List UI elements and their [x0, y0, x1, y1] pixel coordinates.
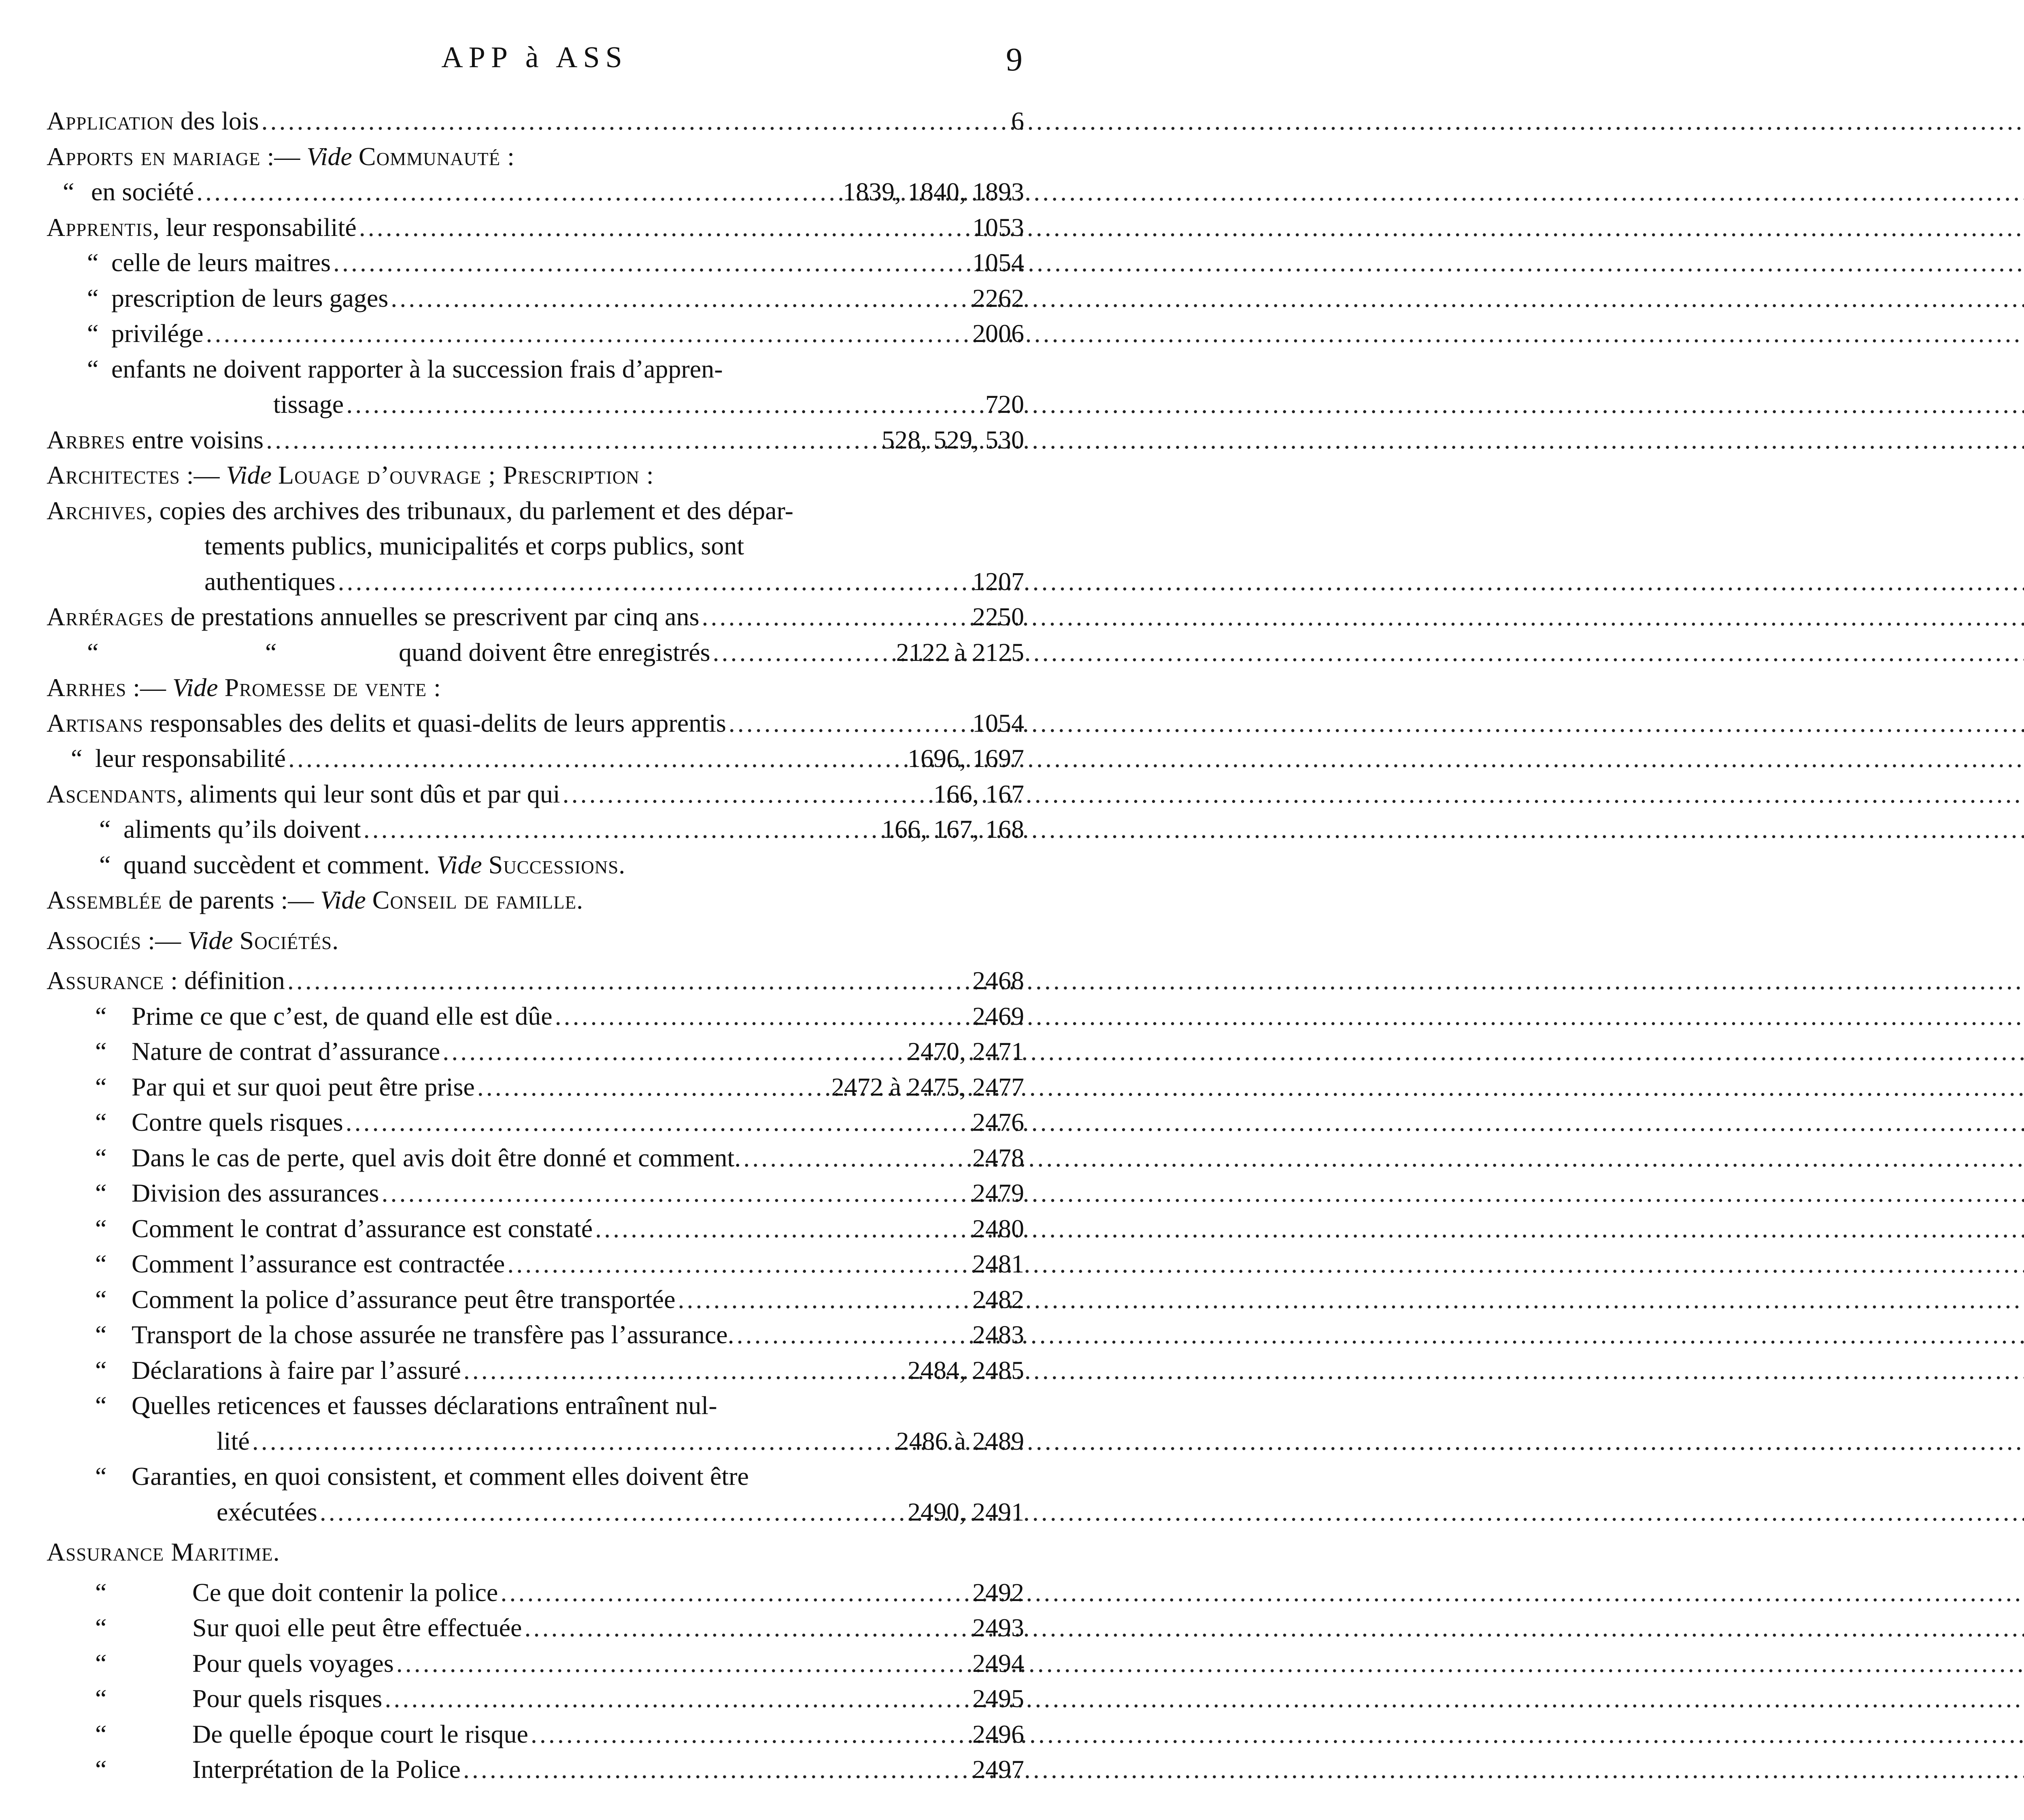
- entry-description: prescription de leurs gages: [111, 283, 389, 312]
- entry-text: [87, 283, 388, 313]
- entry-description: privilége: [111, 319, 204, 348]
- article-reference: 2469: [972, 1001, 1024, 1030]
- ditto-mark: “: [95, 1613, 107, 1642]
- entry-description: responsables des delits et quasi-delits de leurs apprentis: [143, 708, 726, 737]
- entry-text: [95, 1143, 741, 1173]
- article-reference: 2262: [972, 283, 1024, 312]
- entry-text: [95, 1285, 675, 1315]
- entry-description: :—: [260, 142, 307, 171]
- entry-description: Pour quels voyages: [192, 1648, 394, 1678]
- index-entry: [47, 177, 1024, 212]
- index-entry: [47, 531, 1024, 567]
- ditto-mark: “: [95, 1214, 107, 1243]
- ditto-mark: “: [99, 815, 111, 843]
- index-entry: [47, 460, 1024, 496]
- entry-text: [95, 1684, 382, 1714]
- dot-leader: [593, 1214, 972, 1244]
- entry-description: Comment la police d’assurance peut être transportée: [132, 1285, 676, 1314]
- entry-text: [99, 814, 361, 844]
- entry-text: [87, 248, 331, 278]
- entry-text: [95, 1754, 461, 1784]
- entry-text: [47, 966, 285, 996]
- entry-description: leur responsabilité: [95, 744, 286, 773]
- article-reference: 166, 167: [933, 779, 1024, 808]
- ditto-mark: “: [95, 1143, 107, 1172]
- article-reference: 2482: [972, 1285, 1024, 1314]
- index-entry: [47, 673, 1024, 708]
- dot-leader: [440, 1036, 908, 1066]
- index-entry: [47, 496, 1024, 531]
- article-reference: 2481: [972, 1249, 1024, 1278]
- entry-text: [47, 212, 357, 242]
- entry-description: de prestations annuelles se prescrivent par cinq ans: [164, 602, 699, 631]
- entry-text: [47, 425, 264, 455]
- entry-description: celle de leurs maitres: [111, 248, 331, 277]
- dot-leader: [264, 425, 882, 455]
- entry-text: [87, 319, 203, 348]
- vide-reference: Vide: [320, 886, 366, 914]
- index-entry: [47, 1036, 1024, 1072]
- page-header: [0, 40, 1069, 77]
- entry-description: des lois: [174, 106, 259, 135]
- entry-description: Déclarations à faire par l’assuré: [132, 1355, 461, 1385]
- entry-text: [95, 1578, 498, 1608]
- entry-text: [95, 1178, 379, 1208]
- dot-leader: [317, 1497, 908, 1527]
- index-entry: [47, 1001, 1024, 1037]
- entry-heading: Ascendants: [47, 779, 177, 808]
- entry-description: tements publics, municipalités et corps publics, sont: [204, 531, 744, 560]
- index-entry: [47, 106, 1024, 142]
- dot-leader: [461, 1754, 972, 1784]
- index-entry: [47, 567, 1024, 602]
- vide-target: Successions.: [488, 850, 626, 879]
- ditto-mark: “: [95, 1249, 107, 1278]
- article-reference: 2483: [972, 1320, 1024, 1349]
- dot-leader: [388, 283, 972, 313]
- dot-leader: [382, 1684, 972, 1714]
- ditto-mark: “: [95, 1285, 107, 1314]
- ditto-mark: “: [87, 248, 99, 277]
- ditto-mark: “: [95, 1320, 107, 1349]
- index-entry: [47, 425, 1024, 461]
- dot-leader: [394, 1648, 972, 1678]
- index-entry: [47, 1214, 1024, 1249]
- ditto-mark: “: [99, 850, 111, 879]
- vide-target: Louage d’ouvrage ; Prescription :: [278, 461, 654, 489]
- index-entry: [47, 248, 1024, 283]
- index-entry: [47, 966, 1024, 1001]
- article-reference: 2497: [972, 1755, 1024, 1784]
- entry-description: lité: [217, 1426, 250, 1455]
- index-entry: [47, 1391, 1024, 1426]
- entry-text: [95, 1355, 461, 1385]
- entry-text: [87, 354, 723, 384]
- dot-leader: [741, 1143, 972, 1173]
- entry-description: Comment l’assurance est contractée: [132, 1249, 505, 1278]
- entry-text: [217, 1426, 250, 1456]
- index-entry: [47, 1684, 1024, 1719]
- index-entry: [47, 814, 1024, 850]
- entry-heading: Associés: [47, 926, 142, 955]
- index-entry: [47, 212, 1024, 248]
- article-reference: 528, 529, 530: [882, 425, 1024, 454]
- entry-description: Par qui et sur quoi peut être prise: [132, 1072, 475, 1101]
- ditto-mark: “: [95, 1578, 107, 1607]
- entry-description: Contre quels risques: [132, 1108, 343, 1136]
- ditto-mark: “: [87, 637, 99, 667]
- index-entry: [47, 1178, 1024, 1214]
- entry-text: [95, 1072, 475, 1102]
- dot-leader: [259, 106, 1011, 136]
- entry-text: [47, 926, 339, 956]
- entry-text: [95, 1107, 343, 1137]
- index-entry: [47, 142, 1024, 177]
- entry-text: [47, 460, 654, 490]
- article-reference: 2492: [972, 1578, 1024, 1607]
- vide-target: Conseil de famille.: [372, 886, 584, 914]
- ditto-mark: “: [95, 1391, 107, 1420]
- entry-heading: Arrhes: [47, 673, 127, 702]
- index-entry: [47, 1613, 1024, 1648]
- entry-text: [47, 106, 259, 136]
- entry-text: [71, 743, 286, 773]
- entry-heading: Arrérages: [47, 602, 164, 631]
- index-entry: [47, 319, 1024, 354]
- article-reference: 2480: [972, 1214, 1024, 1243]
- index-entry: [47, 1143, 1024, 1179]
- index-entry: [47, 1249, 1024, 1285]
- entry-text: [204, 531, 744, 561]
- entry-description: Interprétation de la Police: [192, 1755, 461, 1784]
- article-reference: 2006: [972, 319, 1024, 348]
- entry-description: Quelles reticences et fausses déclarations entraînent nul-: [132, 1391, 717, 1420]
- article-reference: 1054: [972, 248, 1024, 277]
- dot-leader: [344, 389, 985, 419]
- dot-leader: [505, 1249, 972, 1279]
- vide-reference: Vide: [172, 673, 218, 702]
- index-entry: [47, 1461, 1024, 1497]
- index-entry: [47, 1719, 1024, 1755]
- dot-leader: [734, 1320, 972, 1350]
- index-entry: [47, 708, 1024, 744]
- dot-leader: [343, 1107, 972, 1137]
- entry-description: de parents :—: [162, 886, 321, 914]
- entry-description: Nature de contrat d’assurance: [132, 1037, 440, 1066]
- article-reference: 2479: [972, 1179, 1024, 1207]
- article-reference: 2486 à 2489: [896, 1426, 1024, 1455]
- article-reference: 2476: [972, 1108, 1024, 1136]
- ditto-mark: “: [95, 1462, 107, 1491]
- vide-reference: Vide: [306, 142, 352, 171]
- index-entry: [47, 1578, 1024, 1613]
- dot-leader: [461, 1355, 908, 1385]
- entry-text: [47, 142, 515, 172]
- entry-description: entre voisins: [125, 425, 264, 454]
- entry-description: aliments qu’ils doivent: [123, 815, 361, 843]
- entry-text: [95, 1214, 593, 1244]
- index-entry: [47, 1497, 1024, 1533]
- entry-description: Garanties, en quoi consistent, et comment elles doivent être: [132, 1462, 749, 1491]
- entry-text: [217, 1497, 317, 1527]
- index-entry: [47, 1754, 1024, 1790]
- article-reference: 1839, 1840, 1893: [843, 177, 1024, 206]
- index-entry: [47, 779, 1024, 815]
- index-entry: [47, 1355, 1024, 1391]
- entry-text: [95, 1320, 734, 1350]
- dot-leader: [528, 1719, 972, 1749]
- dot-leader: [699, 602, 972, 632]
- article-reference: 2470, 2471: [908, 1037, 1024, 1066]
- entry-text: [95, 1036, 440, 1066]
- entry-description: quand succèdent et comment.: [123, 850, 437, 879]
- entry-text: [95, 1391, 717, 1421]
- entry-description: Pour quels risques: [192, 1684, 383, 1713]
- dot-leader: [475, 1072, 831, 1102]
- entry-text: [95, 1001, 553, 1031]
- entry-description: : définition: [164, 966, 285, 995]
- entry-description: , leur responsabilité: [153, 212, 357, 242]
- entry-description: Transport de la chose assurée ne transfère pas l’assurance.: [132, 1320, 734, 1349]
- entry-text: [204, 567, 335, 597]
- index-entry: [47, 283, 1024, 319]
- entry-text: [47, 602, 699, 632]
- article-reference: 1207: [972, 567, 1024, 596]
- entry-text: [95, 1719, 528, 1749]
- page-title: APP à ASS: [441, 41, 628, 74]
- dot-leader: [357, 212, 972, 242]
- ditto-mark: “: [95, 1072, 107, 1101]
- article-reference: 720: [985, 390, 1024, 418]
- entry-text: [95, 1648, 394, 1678]
- article-reference: 2495: [972, 1684, 1024, 1713]
- index-entry: [47, 1648, 1024, 1684]
- ditto-mark: “: [95, 1755, 107, 1784]
- vide-target: Sociétés.: [239, 926, 339, 955]
- entry-text: [273, 389, 344, 419]
- dot-leader: [335, 567, 972, 597]
- dot-leader: [194, 177, 843, 207]
- ditto-mark: “: [95, 1648, 107, 1678]
- article-reference: 2493: [972, 1613, 1024, 1642]
- dot-leader: [250, 1426, 896, 1456]
- entry-heading: Application: [47, 106, 174, 135]
- ditto-mark: “: [95, 1719, 107, 1748]
- entry-text: [47, 673, 441, 703]
- entry-description: :—: [141, 926, 188, 955]
- index-entry: [47, 1426, 1024, 1462]
- entry-description: enfants ne doivent rapporter à la succession frais d’appren-: [111, 354, 723, 383]
- vide-reference: Vide: [436, 850, 482, 879]
- index-entry: [47, 602, 1024, 637]
- article-reference: 2478: [972, 1143, 1024, 1172]
- index-entry: [47, 926, 1024, 961]
- entry-description: Prime ce que c’est, de quand elle est dûe: [132, 1001, 553, 1030]
- entry-heading: Archives: [47, 496, 147, 525]
- entry-description: Division des assurances: [132, 1179, 379, 1207]
- dot-leader: [675, 1285, 972, 1315]
- index-entry: [47, 354, 1024, 390]
- entry-description: , aliments qui leur sont dûs et par qui: [176, 779, 560, 808]
- dot-leader: [331, 248, 972, 278]
- dot-leader: [361, 814, 882, 844]
- index-entry: [47, 1285, 1024, 1320]
- index-entry: [47, 885, 1024, 921]
- article-reference: 1053: [972, 212, 1024, 242]
- entry-description: quand doivent être enregistrés: [399, 637, 710, 667]
- entry-text: [95, 1613, 522, 1643]
- article-reference: 2490, 2491: [908, 1497, 1024, 1526]
- article-reference: 166, 167, 168: [882, 815, 1024, 843]
- index-entries: [47, 106, 1024, 1790]
- entry-description: Dans le cas de perte, quel avis doit être donné et comment.: [132, 1143, 741, 1172]
- index-entry: [47, 637, 1024, 673]
- dot-leader: [710, 637, 896, 667]
- entry-text: [95, 1249, 505, 1279]
- dot-leader: [553, 1001, 972, 1031]
- entry-heading: Assurance Maritime.: [47, 1538, 280, 1566]
- entry-description: :—: [126, 673, 173, 702]
- entry-heading: Architectes: [47, 461, 180, 489]
- entry-text: [47, 779, 560, 809]
- article-reference: 2496: [972, 1719, 1024, 1748]
- entry-description: De quelle époque court le risque: [192, 1719, 528, 1748]
- entry-description: exécutées: [217, 1497, 317, 1526]
- page-number: 9: [1006, 41, 1023, 78]
- index-entry: [47, 1320, 1024, 1355]
- dot-leader: [286, 743, 908, 773]
- dot-leader: [726, 708, 972, 738]
- index-entry: [47, 1107, 1024, 1143]
- index-entry: [47, 743, 1024, 779]
- entry-description: tissage: [273, 390, 344, 418]
- entry-heading: Arbres: [47, 425, 125, 454]
- entry-text: [87, 637, 710, 667]
- vide-target: Communauté :: [358, 142, 515, 171]
- vide-target: Promesse de vente :: [224, 673, 441, 702]
- ditto-mark: “: [87, 283, 99, 312]
- entry-heading: Assemblée: [47, 886, 162, 914]
- dot-leader: [522, 1613, 972, 1643]
- index-entry: [47, 1537, 1024, 1573]
- index-entry: [47, 1072, 1024, 1108]
- entry-description: , copies des archives des tribunaux, du parlement et des dépar-: [146, 496, 793, 525]
- article-reference: 2472 à 2475, 2477: [831, 1072, 1024, 1101]
- entry-text: [47, 1537, 280, 1567]
- entry-heading: Artisans: [47, 708, 144, 737]
- entry-text: [63, 177, 194, 207]
- article-reference: 1696, 1697: [908, 744, 1024, 773]
- ditto-mark: “: [87, 319, 99, 348]
- dot-leader: [285, 966, 972, 996]
- article-reference: 1054: [972, 708, 1024, 737]
- entry-heading: Apports en mariage: [47, 142, 261, 171]
- entry-description: Comment le contrat d’assurance est constaté: [132, 1214, 593, 1243]
- ditto-mark: “: [265, 637, 277, 667]
- entry-text: [95, 1461, 749, 1491]
- dot-leader: [560, 779, 933, 809]
- ditto-mark: “: [95, 1037, 107, 1066]
- dot-leader: [379, 1178, 972, 1208]
- entry-text: [47, 885, 583, 915]
- ditto-mark: “: [87, 354, 99, 383]
- article-reference: 2250: [972, 602, 1024, 631]
- article-reference: 2494: [972, 1648, 1024, 1678]
- ditto-mark: “: [71, 744, 83, 773]
- entry-heading: Apprentis: [47, 212, 153, 242]
- ditto-mark: “: [95, 1179, 107, 1207]
- article-reference: 2468: [972, 966, 1024, 995]
- index-entry: [47, 389, 1024, 425]
- entry-text: [47, 708, 726, 738]
- ditto-mark: “: [95, 1355, 107, 1385]
- index-entry: [47, 850, 1024, 886]
- ditto-mark: “: [95, 1684, 107, 1713]
- entry-description: Ce que doit contenir la police: [192, 1578, 498, 1607]
- entry-text: [99, 850, 625, 880]
- article-reference: 2122 à 2125: [896, 637, 1024, 667]
- entry-text: [47, 496, 793, 526]
- dot-leader: [498, 1578, 972, 1608]
- entry-description: en société: [91, 177, 194, 206]
- entry-description: authentiques: [204, 567, 336, 596]
- ditto-mark: “: [95, 1001, 107, 1030]
- ditto-mark: “: [95, 1108, 107, 1136]
- entry-description: Sur quoi elle peut être effectuée: [192, 1613, 522, 1642]
- ditto-mark: “: [63, 177, 74, 206]
- article-reference: 6: [1011, 106, 1024, 135]
- dot-leader: [203, 319, 972, 348]
- entry-heading: Assurance: [47, 966, 164, 995]
- vide-reference: Vide: [187, 926, 233, 955]
- entry-description: :—: [180, 461, 226, 489]
- vide-reference: Vide: [226, 461, 272, 489]
- article-reference: 2484, 2485: [908, 1355, 1024, 1385]
